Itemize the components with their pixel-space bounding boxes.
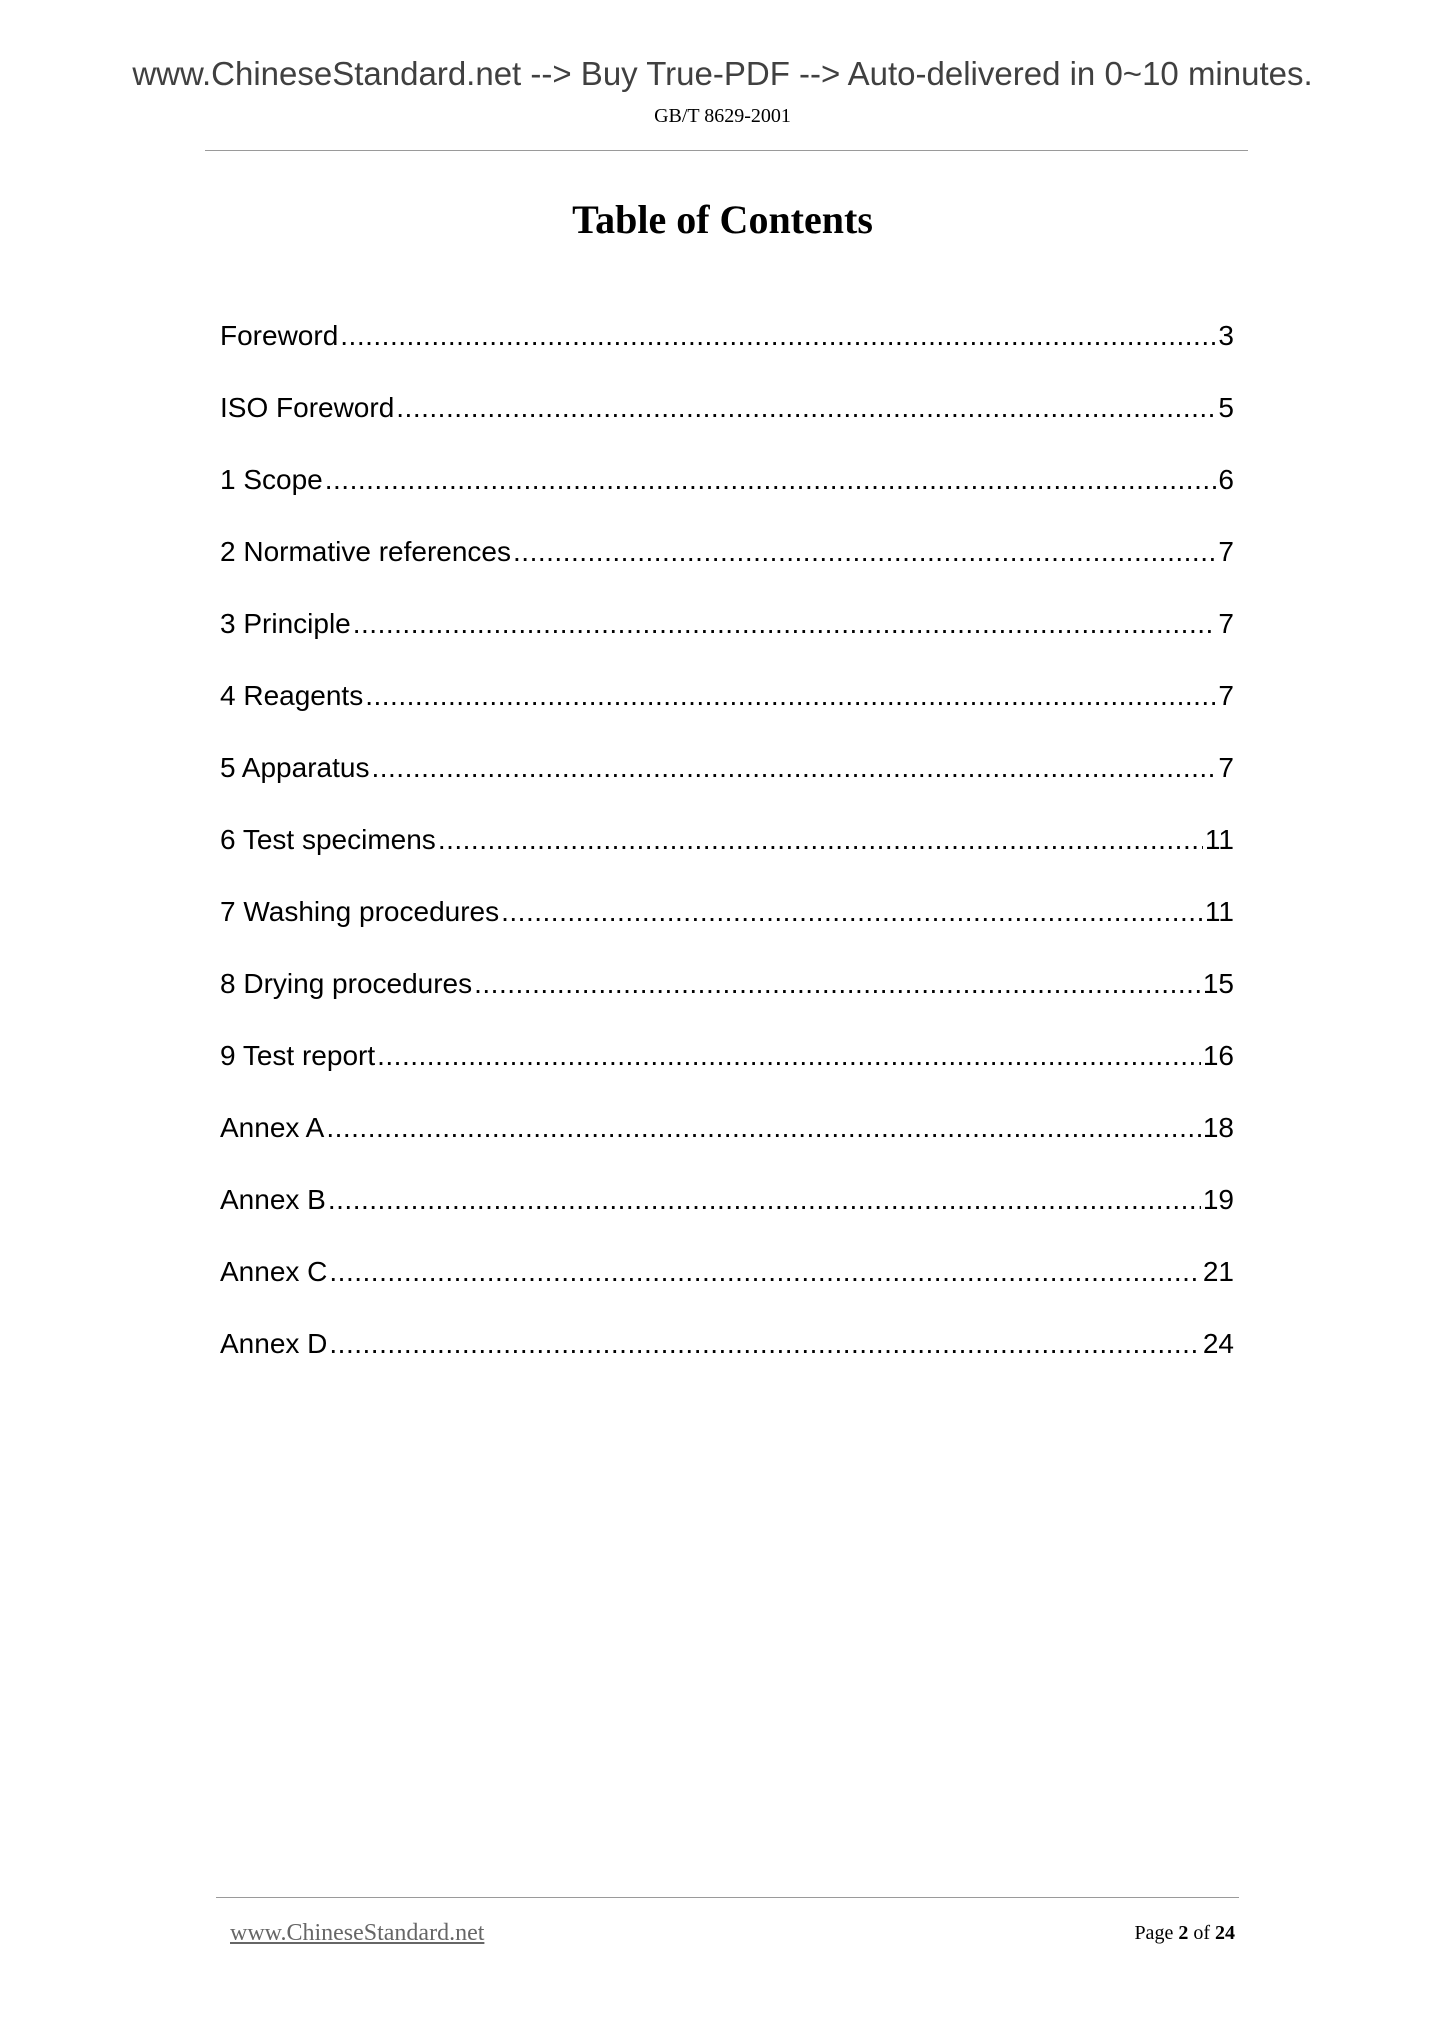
toc-dot-leader: [329, 1256, 1200, 1288]
toc-dot-leader: [438, 824, 1203, 856]
toc-entry-page: 11: [1204, 824, 1234, 855]
toc-entry-label: Foreword: [220, 320, 339, 351]
toc-dot-leader: [501, 896, 1203, 928]
toc-entry-annex-d[interactable]: [220, 1328, 1234, 1400]
toc-entry-page: 7: [1218, 752, 1234, 783]
toc-entry-apparatus[interactable]: [220, 752, 1234, 824]
toc-entry-label: 2 Normative references: [220, 536, 512, 567]
toc-entry-label: 3 Principle: [220, 608, 351, 639]
toc-entry-label: 9 Test report: [220, 1040, 376, 1071]
toc-entry-page: 5: [1218, 392, 1234, 423]
toc-entry-label: 5 Apparatus: [220, 752, 370, 783]
toc-entry-page: 16: [1202, 1040, 1234, 1071]
toc-entry-label: 7 Washing procedures: [220, 896, 500, 927]
toc-dot-leader: [328, 1184, 1201, 1216]
standard-code: GB/T 8629-2001: [654, 105, 791, 127]
toc-dot-leader: [325, 464, 1217, 496]
toc-entry-label: Annex C: [220, 1256, 328, 1287]
toc-entry-label: ISO Foreword: [220, 392, 395, 423]
page-of: of: [1193, 1922, 1210, 1944]
toc-entry-annex-c[interactable]: [220, 1256, 1234, 1328]
toc-entry-iso-foreword[interactable]: [220, 392, 1234, 464]
toc-entry-page: 7: [1218, 680, 1234, 711]
header-divider: [205, 150, 1248, 151]
total-pages: 24: [1215, 1922, 1235, 1944]
promo-banner: www.ChineseStandard.net --> Buy True-PDF --> Auto-delivered in 0~10 minutes.: [132, 55, 1313, 92]
toc-entry-page: 21: [1202, 1256, 1234, 1287]
toc-entry-label: 1 Scope: [220, 464, 323, 495]
current-page-number: 2: [1178, 1922, 1189, 1944]
toc-entry-drying-procedures[interactable]: [220, 968, 1234, 1040]
toc-entry-page: 15: [1202, 968, 1234, 999]
toc-entry-page: 24: [1202, 1328, 1234, 1359]
toc-entry-test-report[interactable]: [220, 1040, 1234, 1112]
toc-entry-page: 7: [1218, 536, 1234, 567]
toc-entry-annex-a[interactable]: [220, 1112, 1234, 1184]
toc-entry-foreword[interactable]: [220, 320, 1234, 392]
toc-dot-leader: [474, 968, 1201, 1000]
toc-entry-test-specimens[interactable]: [220, 824, 1234, 896]
toc-entry-scope[interactable]: [220, 464, 1234, 536]
footer-divider: [216, 1897, 1239, 1898]
toc-entry-page: 3: [1218, 320, 1234, 351]
table-of-contents: [220, 320, 1234, 1400]
toc-entry-washing-procedures[interactable]: [220, 896, 1234, 968]
toc-dot-leader: [513, 536, 1216, 568]
toc-entry-label: 6 Test specimens: [220, 824, 436, 855]
toc-entry-reagents[interactable]: [220, 680, 1234, 752]
toc-dot-leader: [365, 680, 1216, 712]
toc-entry-page: 19: [1202, 1184, 1234, 1215]
toc-entry-label: Annex B: [220, 1184, 326, 1215]
toc-entry-label: Annex A: [220, 1112, 325, 1143]
page-title: Table of Contents: [572, 197, 873, 242]
footer-site-link[interactable]: www.ChineseStandard.net: [230, 1920, 485, 1946]
toc-entry-principle[interactable]: [220, 608, 1234, 680]
toc-entry-label: 8 Drying procedures: [220, 968, 473, 999]
toc-dot-leader: [371, 752, 1216, 784]
page-prefix: Page: [1134, 1922, 1174, 1944]
page-number: [1134, 1922, 1235, 1945]
toc-entry-page: 11: [1204, 896, 1234, 927]
toc-dot-leader: [377, 1040, 1201, 1072]
toc-entry-annex-b[interactable]: [220, 1184, 1234, 1256]
toc-entry-normative-references[interactable]: [220, 536, 1234, 608]
toc-dot-leader: [353, 608, 1217, 640]
toc-entry-label: Annex D: [220, 1328, 328, 1359]
toc-entry-page: 7: [1218, 608, 1234, 639]
toc-dot-leader: [340, 320, 1216, 352]
toc-entry-page: 18: [1202, 1112, 1234, 1143]
toc-entry-page: 6: [1218, 464, 1234, 495]
toc-dot-leader: [396, 392, 1216, 424]
toc-entry-label: 4 Reagents: [220, 680, 364, 711]
toc-dot-leader: [329, 1328, 1200, 1360]
toc-dot-leader: [326, 1112, 1201, 1144]
